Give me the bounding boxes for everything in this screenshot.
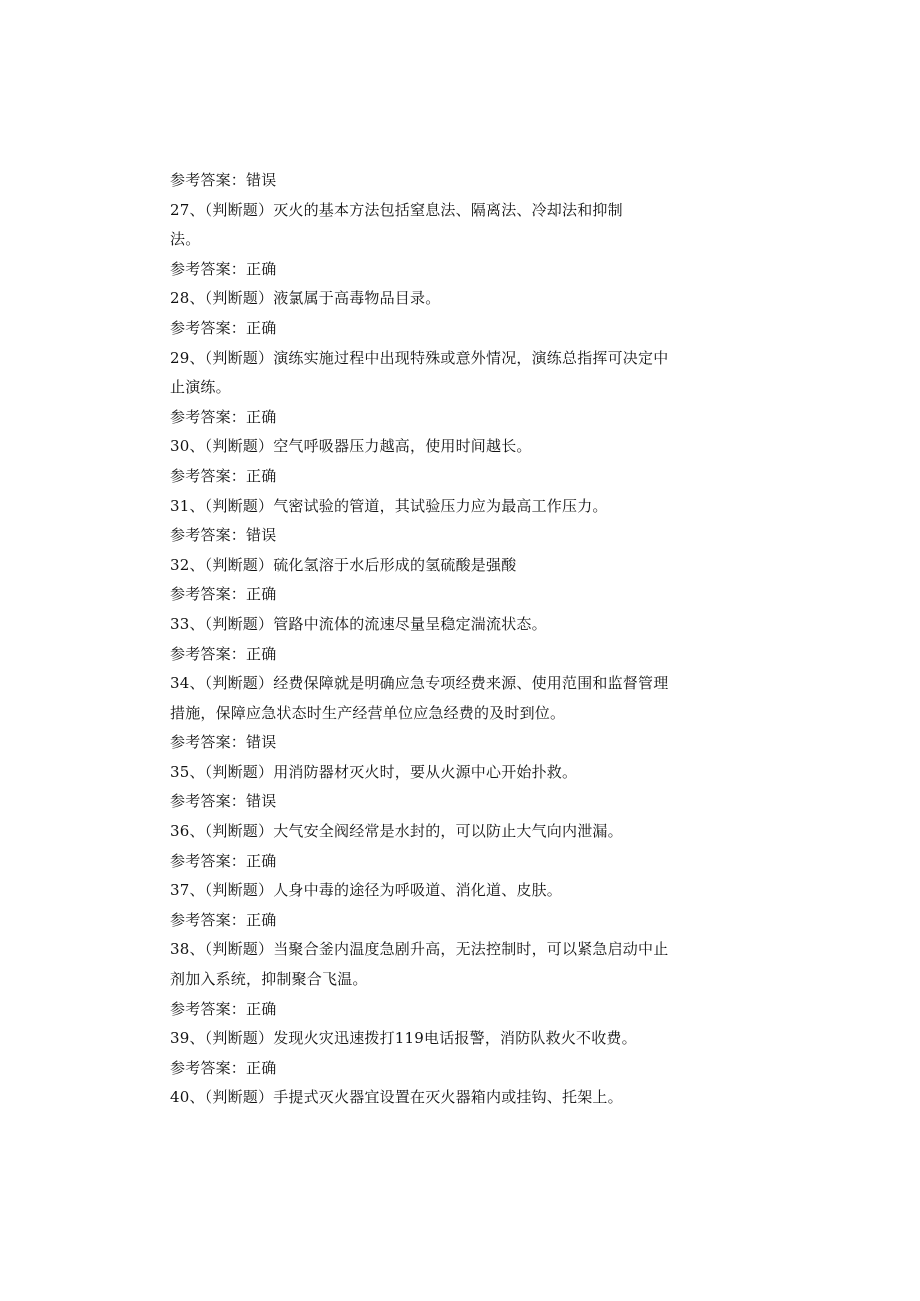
answer-line: 参考答案：正确 — [170, 1058, 277, 1077]
question-29-line-1: 29、（判断题）演练实施过程中出现特殊或意外情况，演练总指挥可决定中 — [170, 348, 669, 367]
question-34-line-2: 措施，保障应急状态时生产经营单位应急经费的及时到位。 — [170, 703, 566, 722]
question-37: 37、（判断题）人身中毒的途径为呼吸道、消化道、皮肤。 — [170, 881, 562, 900]
answer-line: 参考答案：错误 — [170, 792, 277, 811]
answer-line: 参考答案：正确 — [170, 851, 277, 870]
question-39: 39、（判断题）发现火灾迅速拨打119电话报警，消防队救火不收费。 — [170, 1029, 637, 1048]
question-34-line-1: 34、（判断题）经费保障就是明确应急专项经费来源、使用范围和监督管理 — [170, 674, 669, 693]
answer-line: 参考答案：正确 — [170, 644, 277, 663]
answer-line: 参考答案：错误 — [170, 733, 277, 752]
question-27-line-1: 27、（判断题）灭火的基本方法包括窒息法、隔离法、冷却法和抑制 — [170, 200, 623, 219]
question-38-line-1: 38、（判断题）当聚合釜内温度急剧升高，无法控制时，可以紧急启动中止 — [170, 940, 669, 959]
answer-line: 参考答案：正确 — [170, 318, 277, 337]
answer-line: 参考答案：正确 — [170, 910, 277, 929]
question-list — [170, 166, 750, 1113]
question-27-line-2: 法。 — [170, 230, 201, 249]
question-29-line-2: 止演练。 — [170, 378, 231, 397]
answer-line: 参考答案：正确 — [170, 466, 277, 485]
question-30: 30、（判断题）空气呼吸器压力越高，使用时间越长。 — [170, 437, 532, 456]
question-35: 35、（判断题）用消防器材灭火时，要从火源中心开始扑救。 — [170, 762, 578, 781]
answer-line: 参考答案：正确 — [170, 999, 277, 1018]
question-40: 40、（判断题）手提式灭火器宜设置在灭火器箱内或挂钩、托架上。 — [170, 1088, 623, 1107]
question-32: 32、（判断题）硫化氢溶于水后形成的氢硫酸是强酸 — [170, 555, 517, 574]
answer-line: 参考答案：错误 — [170, 171, 277, 189]
question-31: 31、（判断题）气密试验的管道，其试验压力应为最高工作压力。 — [170, 496, 608, 515]
question-36: 36、（判断题）大气安全阀经常是水封的，可以防止大气向内泄漏。 — [170, 822, 623, 841]
answer-line: 参考答案：正确 — [170, 259, 277, 278]
question-28: 28、（判断题）液氯属于高毒物品目录。 — [170, 289, 441, 308]
answer-line: 参考答案：正确 — [170, 407, 277, 426]
answer-line: 参考答案：正确 — [170, 585, 277, 604]
answer-line: 参考答案：错误 — [170, 526, 277, 545]
question-33: 33、（判断题）管路中流体的流速尽量呈稳定湍流状态。 — [170, 614, 547, 633]
question-38-line-2: 剂加入系统，抑制聚合飞温。 — [170, 970, 368, 989]
